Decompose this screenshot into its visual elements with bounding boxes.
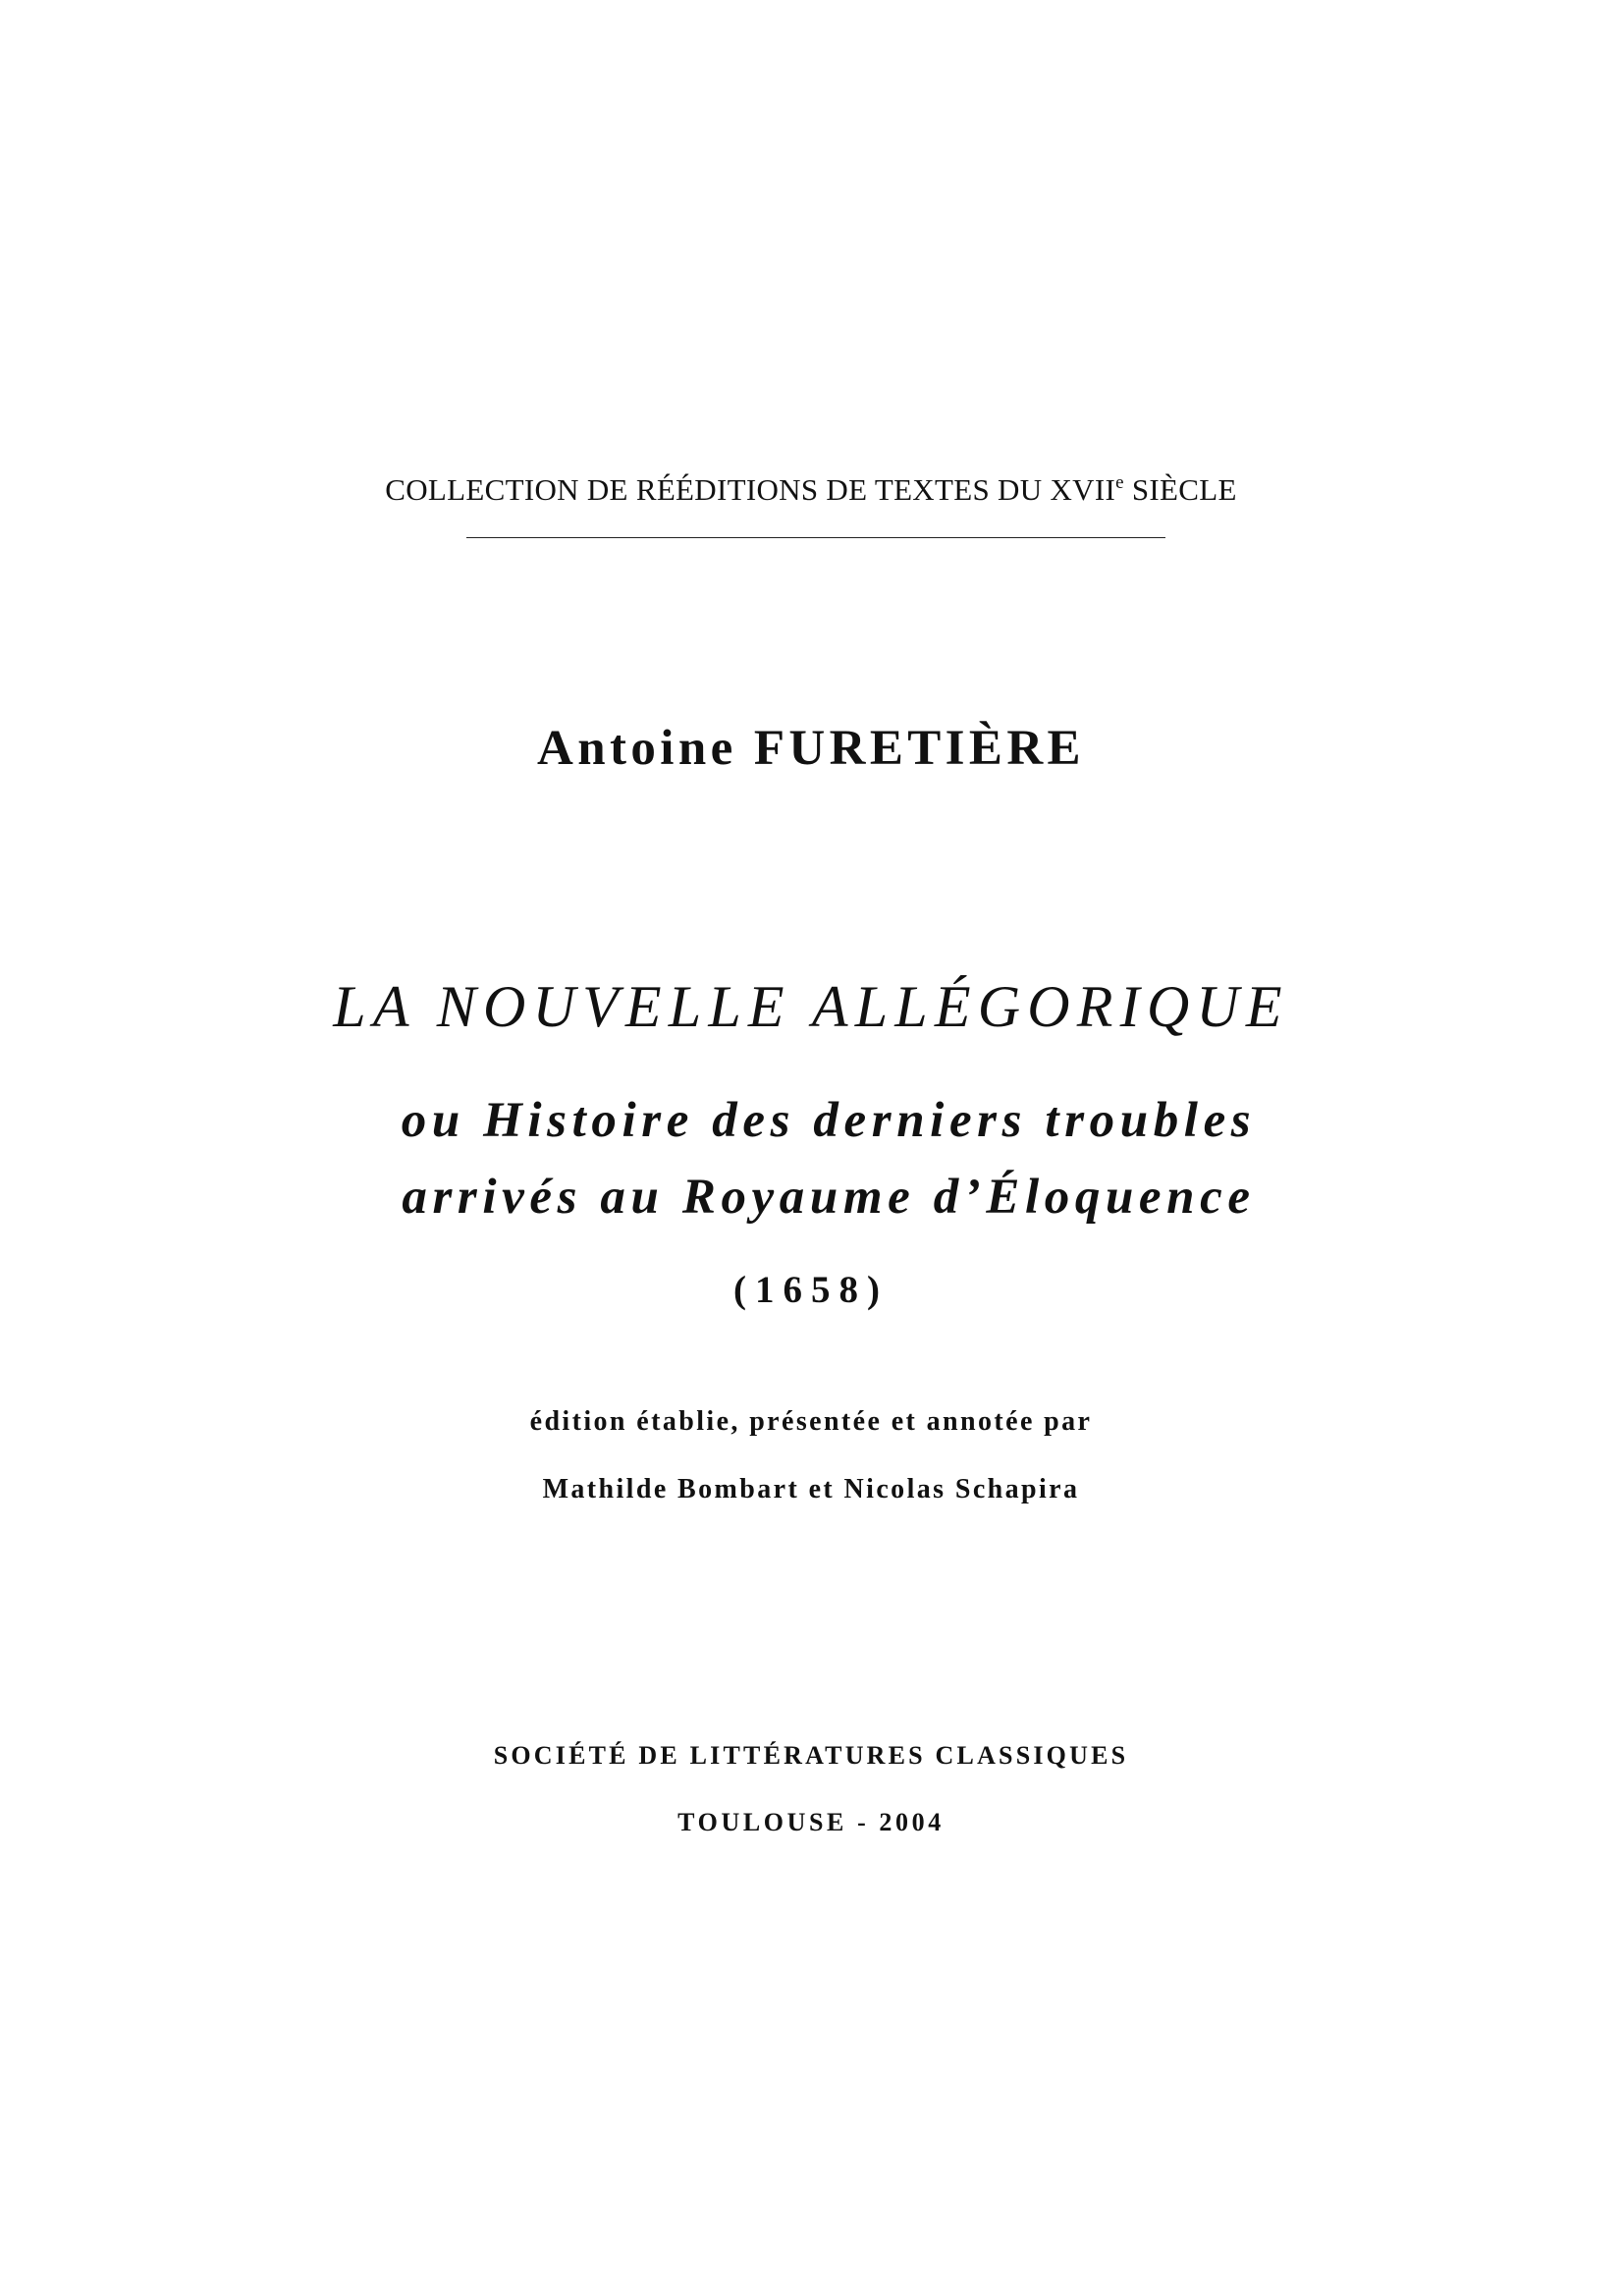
book-title: LA NOUVELLE ALLÉGORIQUE (333, 974, 1289, 1039)
collection-divider (466, 537, 1165, 538)
edition-credit: édition établie, présentée et annotée par (529, 1406, 1093, 1437)
publication-year: (1658) (733, 1269, 889, 1311)
editor-names: Mathilde Bombart et Nicolas Schapira (542, 1474, 1080, 1504)
collection-text: COLLECTION DE RÉÉDITIONS DE TEXTES DU XVII (385, 472, 1116, 507)
book-subtitle-line-2: arrivés au Royaume d’Éloquence (402, 1170, 1256, 1225)
author-name: Antoine FURETIÈRE (537, 721, 1085, 776)
place-and-date: TOULOUSE - 2004 (677, 1808, 945, 1836)
century-superscript: e (1115, 472, 1124, 493)
publisher-name: SOCIÉTÉ DE LITTÉRATURES CLASSIQUES (493, 1741, 1129, 1770)
book-subtitle-line-1: ou Histoire des derniers troubles (401, 1093, 1257, 1148)
collection-text-end: SIÈCLE (1123, 472, 1237, 507)
collection-heading (0, 472, 1622, 508)
